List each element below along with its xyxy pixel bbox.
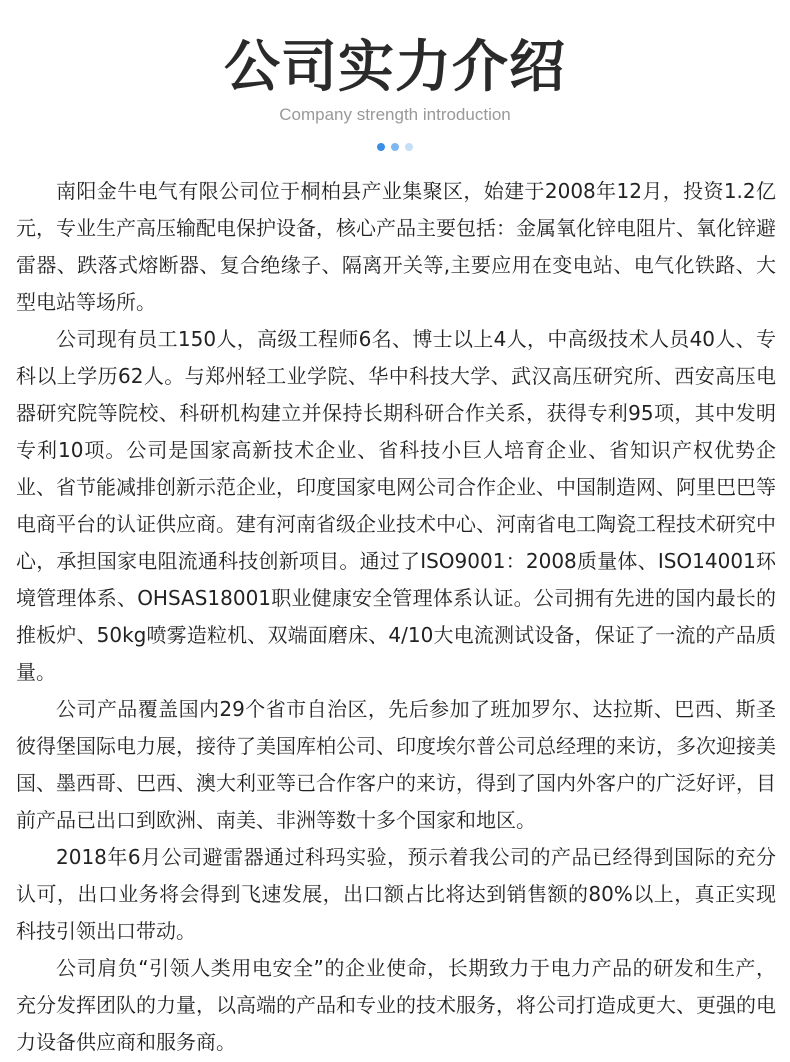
page-title: 公司实力介绍 bbox=[224, 35, 566, 100]
paragraph-export-certification: 2018年6月公司避雷器通过科玛实验，预示着我公司的产品已经得到国际的充分认可，出口业务将会得到飞速发展，出口额占比将达到销售额的80%以上，真正实现科技引领出口带动。 bbox=[16, 845, 776, 943]
page-subtitle: Company strength introduction bbox=[279, 105, 511, 124]
company-introduction-body bbox=[16, 173, 776, 1061]
paragraph-overview: 南阳金牛电气有限公司位于桐柏县产业集聚区，始建于2008年12月，投资1.2亿元，专业生产高压输配电保护设备，核心产品主要包括：金属氧化锌电阻片、氧化锌避雷器、跌落式熔断器、复合绝缘子、隔离开关等,主要应用在变电站、电气化铁路、大型电站等场所。 bbox=[16, 179, 776, 314]
dot-icon-2 bbox=[391, 143, 399, 151]
paragraph-staff-and-qualifications: 公司现有员工150人，高级工程师6名、博士以上4人，中高级技术人员40人、专科以上学历62人。与郑州轻工业学院、华中科技大学、武汉高压研究所、西安高压电器研究院等院校、科研机构建立并保持长期科研合作关系，获得专利95项，其中发明专利10项。公司是国家高新技术企业、省科技小巨人培育企业、省知识产权优势企业、省节能减排创新示范企业，印度国家电网公司合作企业、中国制造网、阿里巴巴等电商平台的认证供应商。建有河南省级企业技术中心、河南省电工陶瓷工程技术研究中心，承担国家电阻流通科技创新项目。通过了ISO9001：2008质量体、ISO14001环境管理体系、OHSAS18001职业健康安全管理体系认证。公司拥有先进的国内最长的推板炉、50kg喷雾造粒机、双端面磨床、4/10大电流测试设备，保证了一流的产品质量。 bbox=[16, 327, 776, 684]
decorative-dots bbox=[0, 143, 790, 151]
dot-icon-3 bbox=[405, 143, 413, 151]
paragraph-market-coverage: 公司产品覆盖国内29个省市自治区，先后参加了班加罗尔、达拉斯、巴西、斯圣彼得堡国际电力展，接待了美国库柏公司、印度埃尔普公司总经理的来访，多次迎接美国、墨西哥、巴西、澳大利亚等已合作客户的来访，得到了国内外客户的广泛好评，目前产品已出口到欧洲、南美、非洲等数十多个国家和地区。 bbox=[16, 697, 776, 832]
dot-icon-1 bbox=[377, 143, 385, 151]
paragraph-mission: 公司肩负“引领人类用电安全”的企业使命，长期致力于电力产品的研发和生产，充分发挥团队的力量，以高端的产品和专业的技术服务，将公司打造成更大、更强的电力设备供应商和服务商。 bbox=[16, 956, 776, 1054]
